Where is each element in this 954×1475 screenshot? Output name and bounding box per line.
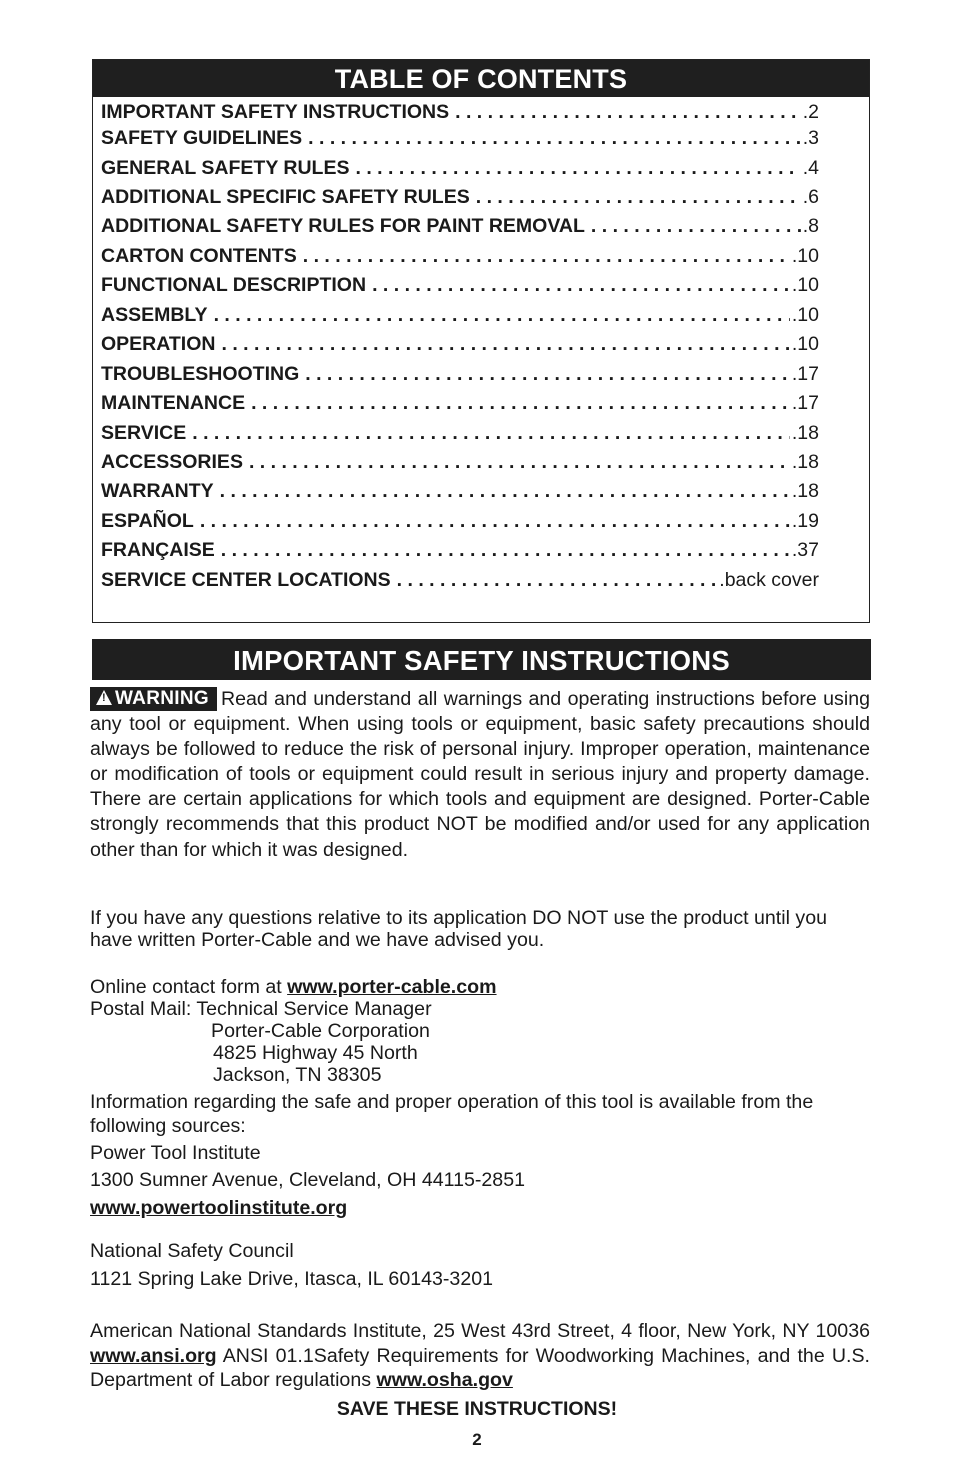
- table-of-contents: [92, 59, 870, 623]
- toc-entry-page: .10: [791, 245, 819, 267]
- porter-cable-link[interactable]: www.porter-cable.com: [287, 976, 497, 998]
- toc-entry: [101, 215, 819, 239]
- osha-link[interactable]: www.osha.gov: [376, 1369, 513, 1391]
- toc-entry: [101, 510, 819, 534]
- toc-leader-dots: [245, 392, 790, 415]
- toc-leader-dots: [215, 333, 789, 356]
- toc-entry-page: .2: [802, 101, 819, 123]
- online-contact-prefix: Online contact form at: [90, 976, 288, 998]
- toc-entry: [101, 569, 819, 593]
- postal-line-4: Jackson, TN 38305: [213, 1064, 382, 1086]
- toc-entry: [101, 333, 819, 357]
- toc-entry: [101, 392, 819, 416]
- toc-leader-dots: [299, 363, 790, 386]
- toc-entry: [101, 186, 819, 210]
- toc-entry-page: .18: [791, 480, 819, 502]
- toc-entry-page: .17: [791, 363, 819, 385]
- save-instructions: SAVE THESE INSTRUCTIONS!: [336, 1398, 618, 1420]
- info-paragraph: Information regarding the safe and proper operation of this tool is available from the following sources:: [90, 1091, 814, 1137]
- online-contact-line: [90, 976, 497, 999]
- toc-entry-page: .10: [791, 333, 819, 355]
- warning-badge: [90, 687, 217, 711]
- toc-leader-dots: [470, 186, 801, 209]
- toc-entry-title: CARTON CONTENTS: [101, 245, 297, 267]
- toc-entry: [101, 480, 819, 504]
- toc-entry-page: .3: [802, 127, 819, 149]
- toc-entry: [101, 539, 819, 563]
- toc-leader-dots: [194, 510, 790, 533]
- toc-entry-page: .4: [802, 157, 819, 179]
- toc-entry-title: TROUBLESHOOTING: [101, 363, 300, 385]
- toc-entry-page: .10: [791, 304, 819, 326]
- toc-entry-page: .17: [791, 392, 819, 414]
- toc-entry: [101, 304, 819, 328]
- ansi-text-2: ANSI 01.1Safety Requirements for Woodworking Machines, and the U.S. Department of Labor regulations: [90, 1344, 870, 1391]
- toc-entry-page: .6: [802, 186, 819, 208]
- pti-address: 1300 Sumner Avenue, Cleveland, OH 44115-2851: [90, 1169, 525, 1191]
- toc-entry-title: MAINTENANCE: [101, 392, 246, 414]
- toc-leader-dots: [215, 539, 790, 562]
- warning-label: WARNING: [115, 688, 209, 709]
- toc-entry-title: WARRANTY: [101, 480, 214, 502]
- toc-leader-dots: [243, 451, 790, 474]
- toc-entry: [101, 101, 819, 125]
- toc-leader-dots: [214, 480, 790, 503]
- toc-entry: [101, 451, 819, 475]
- toc-entry: [101, 127, 819, 151]
- postal-line-3: 4825 Highway 45 North: [213, 1042, 418, 1064]
- toc-entry-title: ASSEMBLY: [101, 304, 208, 326]
- toc-entry-title: GENERAL SAFETY RULES: [101, 157, 350, 179]
- toc-entry: [101, 363, 819, 387]
- toc-entry: [101, 245, 819, 269]
- pti-link-line: [90, 1197, 347, 1220]
- page-number: 2: [472, 1430, 482, 1449]
- toc-leader-dots: [297, 245, 790, 268]
- pti-name: Power Tool Institute: [90, 1142, 261, 1164]
- toc-leader-dots: [208, 304, 790, 327]
- toc-entry-page: .37: [791, 539, 819, 561]
- warning-triangle-icon: [96, 690, 112, 705]
- ansi-text-1: American National Standards Institute, 25 West 43rd Street, 4 floor, New York, NY 10036: [90, 1320, 870, 1342]
- questions-paragraph: If you have any questions relative to its application DO NOT use the product until you have written Porter-Cable and we have advised you.: [90, 907, 827, 951]
- nsc-address: 1121 Spring Lake Drive, Itasca, IL 60143-3201: [90, 1268, 494, 1290]
- toc-leader-dots: [302, 127, 801, 150]
- safety-heading: IMPORTANT SAFETY INSTRUCTIONS: [92, 639, 871, 680]
- toc-entry-title: SAFETY GUIDELINES: [101, 127, 303, 149]
- toc-entry-page: .8: [802, 215, 819, 237]
- toc-entry-page: .18: [791, 422, 819, 444]
- toc-entry-page: .19: [791, 510, 819, 532]
- ansi-link[interactable]: www.ansi.org: [90, 1344, 217, 1367]
- postal-line-1: Postal Mail: Technical Service Manager: [90, 998, 432, 1020]
- toc-leader-dots: [366, 274, 790, 297]
- toc-entry-page: .back cover: [719, 569, 819, 591]
- toc-entry-title: ACCESSORIES: [101, 451, 243, 473]
- toc-entry-title: SERVICE: [101, 422, 187, 444]
- power-tool-institute-link[interactable]: www.powertoolinstitute.org: [90, 1197, 348, 1219]
- toc-entry-title: FRANÇAISE: [101, 539, 215, 561]
- toc-entry-title: OPERATION: [101, 333, 216, 355]
- toc-leader-dots: [449, 101, 801, 124]
- toc-entry-title: FUNCTIONAL DESCRIPTION: [101, 274, 367, 296]
- toc-entry-title: SERVICE CENTER LOCATIONS: [101, 569, 391, 591]
- warning-text: Read and understand all warnings and operating instructions before using any tool or equipment. When using tools or equipment, basic safety precautions should always be followed to reduce the risk of personal injury. Improper operation, maintenance or modification of tools or equipment could result in serious injury and property damage. There are certain applications for which tools and equipment are designed. Porter-Cable strongly recommends that this product NOT be modified and/or used for any application other than for which it was designed.: [90, 688, 870, 861]
- toc-leader-dots: [391, 569, 718, 592]
- toc-entry-title: ESPAÑOL: [101, 510, 194, 532]
- toc-entry: [101, 157, 819, 181]
- postal-line-2: Porter-Cable Corporation: [211, 1020, 430, 1042]
- toc-leader-dots: [349, 157, 800, 180]
- toc-entry-title: ADDITIONAL SAFETY RULES FOR PAINT REMOVAL: [101, 215, 585, 237]
- ansi-paragraph: [90, 1319, 870, 1393]
- toc-leader-dots: [186, 422, 790, 445]
- toc-leader-dots: [585, 215, 801, 238]
- toc-entry-page: .18: [791, 451, 819, 473]
- toc-entry: [101, 422, 819, 446]
- toc-entry-page: .10: [791, 274, 819, 296]
- toc-heading: TABLE OF CONTENTS: [93, 60, 869, 97]
- nsc-name: National Safety Council: [90, 1240, 294, 1262]
- toc-entry: [101, 274, 819, 298]
- warning-paragraph: [90, 687, 870, 863]
- toc-entry-title: ADDITIONAL SPECIFIC SAFETY RULES: [101, 186, 470, 208]
- toc-entry-title: IMPORTANT SAFETY INSTRUCTIONS: [101, 101, 450, 123]
